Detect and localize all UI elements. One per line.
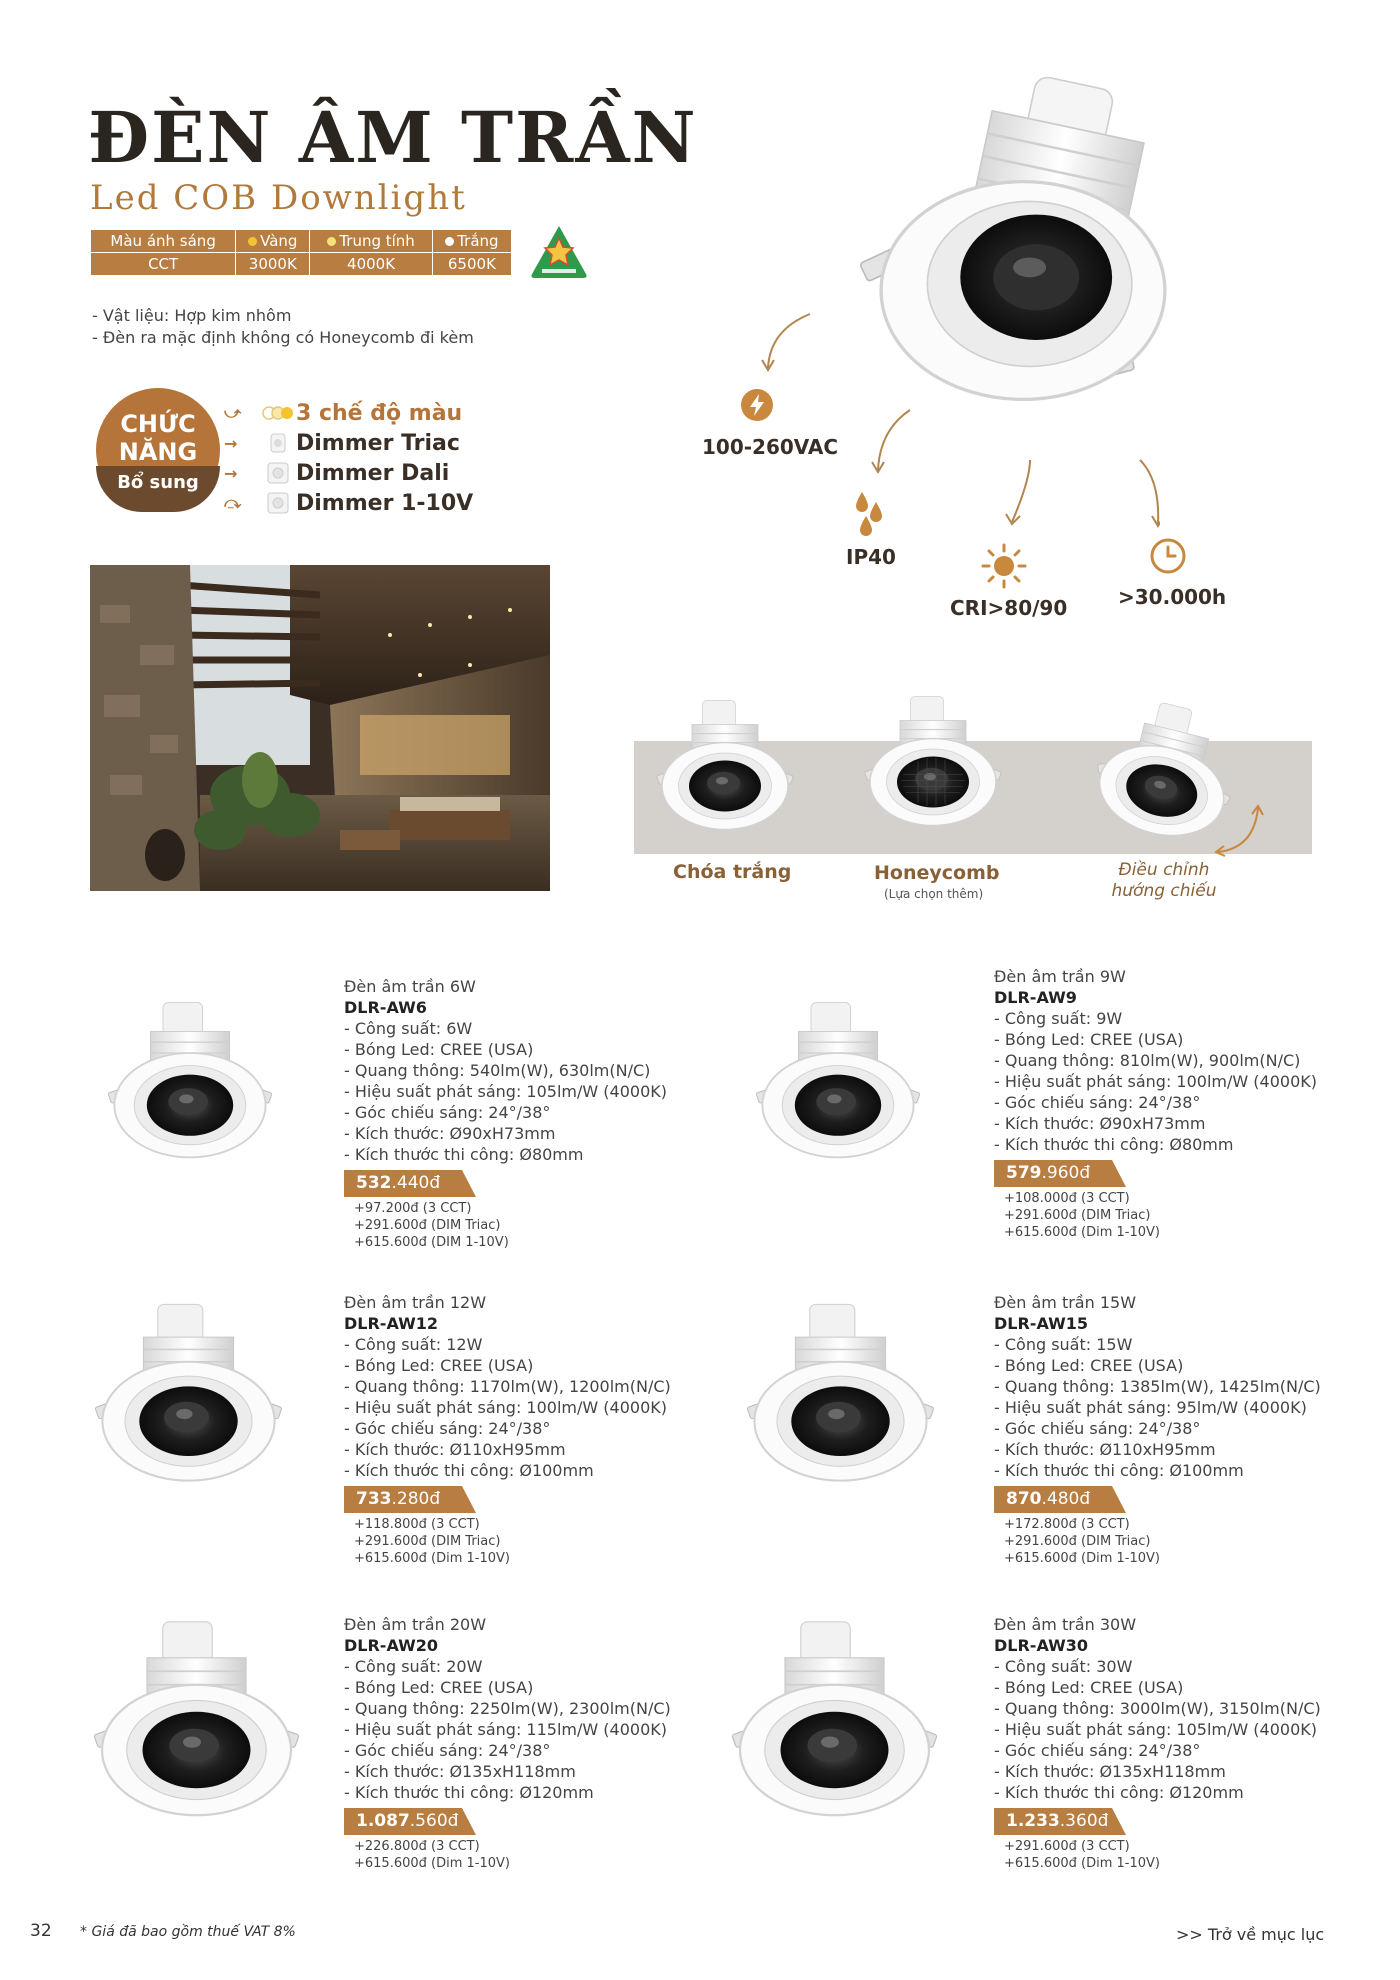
function-item-dali (224, 458, 473, 488)
spec-line: - Công suất: 20W (344, 1657, 483, 1676)
price-rest: .440đ (391, 1173, 441, 1193)
spec-line: - Công suất: 6W (344, 1019, 473, 1038)
price-tag (344, 1170, 476, 1197)
price-main: 1.233 (1006, 1811, 1060, 1831)
sun-icon (980, 542, 1028, 590)
spec-line: - Góc chiếu sáng: 24°/38° (344, 1419, 551, 1438)
product-aw6 (344, 976, 724, 1251)
addon-line: +615.600đ (Dim 1-10V) (1004, 1856, 1160, 1871)
price-rest: .360đ (1059, 1811, 1109, 1831)
spec-line: - Kích thước thi công: Ø100mm (994, 1461, 1244, 1480)
three-circles-icon (260, 405, 296, 421)
addon-line: +172.800đ (3 CCT) (1004, 1517, 1130, 1532)
addon-line: +291.600đ (DIM Triac) (354, 1218, 501, 1233)
dimmer-panel-icon (260, 492, 296, 514)
spec-line: - Công suất: 12W (344, 1335, 483, 1354)
spec-line: - Góc chiếu sáng: 24°/38° (994, 1741, 1201, 1760)
addon-line: +118.800đ (3 CCT) (354, 1517, 480, 1532)
spec-line: - Quang thông: 2250lm(W), 2300lm(N/C) (344, 1699, 671, 1718)
price-addons (354, 1838, 724, 1872)
product-name: Đèn âm trần 15W (994, 1293, 1137, 1312)
price-main: 532 (356, 1173, 392, 1193)
cct-warm: Vàng (236, 230, 310, 253)
price-rest: .560đ (409, 1811, 459, 1831)
price-addons (1004, 1190, 1374, 1241)
spec-line: - Quang thông: 540lm(W), 630lm(N/C) (344, 1061, 651, 1080)
product-image-aw12 (86, 1290, 291, 1495)
addon-line: +108.000đ (3 CCT) (1004, 1191, 1130, 1206)
addon-line: +615.600đ (DIM 1-10V) (354, 1235, 509, 1250)
spec-line: - Bóng Led: CREE (USA) (344, 1678, 534, 1697)
price-addons (1004, 1838, 1374, 1872)
arrow-icon: → (224, 433, 238, 453)
spec-line: - Kích thước thi công: Ø80mm (344, 1145, 584, 1164)
function-item-triac (224, 428, 473, 458)
addon-line: +291.600đ (DIM Triac) (354, 1534, 501, 1549)
spec-cri: CRI>80/90 (950, 596, 1068, 620)
cct-label: CCT (91, 253, 236, 276)
cct-6500: 6500K (432, 253, 511, 276)
price-rest: .280đ (391, 1489, 441, 1509)
functions-badge-subtitle: Bổ sung (117, 472, 199, 493)
note-honeycomb: - Đèn ra mặc định không có Honeycomb đi kèm (92, 328, 474, 347)
spec-line: - Góc chiếu sáng: 24°/38° (344, 1741, 551, 1760)
neutral-dot-icon (327, 237, 336, 246)
spec-line: - Hiệu suất phát sáng: 100lm/W (4000K) (994, 1072, 1317, 1091)
spec-line: - Bóng Led: CREE (USA) (994, 1678, 1184, 1697)
addon-line: +97.200đ (3 CCT) (354, 1201, 472, 1216)
product-code: DLR-AW15 (994, 1314, 1089, 1333)
spec-line: - Góc chiếu sáng: 24°/38° (344, 1103, 551, 1122)
page-title: ĐÈN ÂM TRẦN (88, 96, 698, 179)
price-tag (344, 1808, 476, 1835)
addon-line: +291.600đ (3 CCT) (1004, 1839, 1130, 1854)
product-name: Đèn âm trần 12W (344, 1293, 487, 1312)
notes (92, 305, 474, 349)
addon-line: +615.600đ (Dim 1-10V) (354, 1856, 510, 1871)
spec-line: - Kích thước: Ø90xH73mm (994, 1114, 1206, 1133)
interior-photo (90, 565, 550, 891)
spec-line: - Kích thước: Ø110xH95mm (994, 1440, 1216, 1459)
product-code: DLR-AW20 (344, 1636, 439, 1655)
price-tag (994, 1808, 1126, 1835)
clock-icon (1149, 537, 1187, 575)
product-aw9 (994, 966, 1374, 1241)
spec-line: - Bóng Led: CREE (USA) (344, 1356, 534, 1375)
water-drops-icon (852, 490, 886, 538)
arrow-icon: → (224, 463, 238, 483)
cct-table (90, 229, 512, 276)
spec-line: - Quang thông: 3000lm(W), 3150lm(N/C) (994, 1699, 1321, 1718)
variant-label-honeycomb: Honeycomb (874, 862, 1000, 884)
spec-line: - Kích thước: Ø135xH118mm (994, 1762, 1226, 1781)
variant-label-adjust: Điều chỉnh hướng chiếu (1111, 860, 1217, 901)
price-main: 733 (356, 1489, 392, 1509)
arrow-icon: ⤼ (224, 493, 242, 512)
price-addons (354, 1516, 724, 1567)
spec-line: - Kích thước: Ø110xH95mm (344, 1440, 566, 1459)
product-image-aw9 (748, 990, 928, 1170)
function-label: Dimmer Triac (296, 430, 460, 456)
spec-voltage: 100-260VAC (702, 435, 839, 459)
price-addons (354, 1200, 724, 1251)
addon-line: +615.600đ (Dim 1-10V) (1004, 1551, 1160, 1566)
spec-line: - Quang thông: 1385lm(W), 1425lm(N/C) (994, 1377, 1321, 1396)
addon-line: +226.800đ (3 CCT) (354, 1839, 480, 1854)
spec-line: - Công suất: 15W (994, 1335, 1133, 1354)
certification-badge-icon (528, 224, 590, 280)
product-aw15 (994, 1292, 1374, 1567)
spec-line: - Quang thông: 1170lm(W), 1200lm(N/C) (344, 1377, 671, 1396)
spec-line: - Kích thước: Ø90xH73mm (344, 1124, 556, 1143)
product-code: DLR-AW9 (994, 988, 1077, 1007)
spec-line: - Góc chiếu sáng: 24°/38° (994, 1093, 1201, 1112)
spec-line: - Bóng Led: CREE (USA) (994, 1030, 1184, 1049)
product-code: DLR-AW6 (344, 998, 427, 1017)
product-name: Đèn âm trần 30W (994, 1615, 1137, 1634)
spec-ip: IP40 (846, 545, 896, 569)
spec-line: - Kích thước thi công: Ø100mm (344, 1461, 594, 1480)
spec-line: - Hiệu suất phát sáng: 105lm/W (4000K) (344, 1082, 667, 1101)
function-item-3cct (224, 398, 473, 428)
price-tag (344, 1486, 476, 1513)
addon-line: +615.600đ (Dim 1-10V) (354, 1551, 510, 1566)
spec-line: - Góc chiếu sáng: 24°/38° (994, 1419, 1201, 1438)
price-tag (994, 1486, 1126, 1513)
price-main: 870 (1006, 1489, 1042, 1509)
white-dot-icon (445, 237, 454, 246)
variant-label-white: Chóa trắng (673, 861, 792, 883)
warm-dot-icon (248, 237, 257, 246)
variant-honeycomb-image (858, 676, 1008, 846)
cct-4000: 4000K (310, 253, 433, 276)
price-main: 1.087 (356, 1811, 410, 1831)
page-number: 32 (30, 1921, 52, 1941)
price-rest: .960đ (1041, 1163, 1091, 1183)
note-material: - Vật liệu: Hợp kim nhôm (92, 306, 292, 325)
spec-lifetime: >30.000h (1118, 585, 1227, 609)
addon-line: +291.600đ (DIM Triac) (1004, 1208, 1151, 1223)
product-aw12 (344, 1292, 724, 1567)
product-image-aw30 (722, 1606, 947, 1831)
vat-footnote: * Giá đã bao gồm thuế VAT 8% (80, 1924, 296, 1940)
product-name: Đèn âm trần 6W (344, 977, 476, 996)
price-tag (994, 1160, 1126, 1187)
spec-arrows (740, 310, 1160, 540)
spec-line: - Hiệu suất phát sáng: 100lm/W (4000K) (344, 1398, 667, 1417)
spec-line: - Kích thước thi công: Ø120mm (344, 1783, 594, 1802)
spec-line: - Bóng Led: CREE (USA) (344, 1040, 534, 1059)
spec-line: - Hiệu suất phát sáng: 95lm/W (4000K) (994, 1398, 1307, 1417)
spec-line: - Kích thước thi công: Ø120mm (994, 1783, 1244, 1802)
spec-line: - Kích thước thi công: Ø80mm (994, 1135, 1234, 1154)
product-code: DLR-AW30 (994, 1636, 1089, 1655)
product-image-aw15 (738, 1290, 943, 1495)
spec-line: - Hiệu suất phát sáng: 105lm/W (4000K) (994, 1720, 1317, 1739)
back-to-toc-link[interactable]: >> Trở về mục lục (1176, 1925, 1325, 1944)
product-aw30 (994, 1614, 1374, 1872)
product-name: Đèn âm trần 20W (344, 1615, 487, 1634)
function-item-1-10v (224, 488, 473, 518)
arrow-icon: ⤻ (224, 403, 242, 422)
function-label: Dimmer Dali (296, 460, 450, 486)
functions-badge-title: CHỨC NĂNG (118, 410, 198, 466)
product-name: Đèn âm trần 9W (994, 967, 1126, 986)
variant-white-reflector-image (650, 680, 800, 850)
spec-line: - Công suất: 30W (994, 1657, 1133, 1676)
product-image-aw20 (84, 1606, 309, 1831)
variant-note-honeycomb: (Lựa chọn thêm) (884, 887, 984, 901)
spec-line: - Bóng Led: CREE (USA) (994, 1356, 1184, 1375)
function-label: 3 chế độ màu (296, 400, 463, 426)
rotate-arrow-icon (1210, 800, 1270, 860)
cct-neutral: Trung tính (310, 230, 433, 253)
cct-header-label: Màu ánh sáng (91, 230, 236, 253)
dimmer-panel-icon (260, 462, 296, 484)
product-code: DLR-AW12 (344, 1314, 439, 1333)
cct-3000: 3000K (236, 253, 310, 276)
dimmer-knob-icon (260, 433, 296, 453)
spec-line: - Kích thước: Ø135xH118mm (344, 1762, 576, 1781)
function-label: Dimmer 1-10V (296, 490, 474, 516)
functions-list (224, 398, 473, 518)
spec-line: - Quang thông: 810lm(W), 900lm(N/C) (994, 1051, 1301, 1070)
addon-line: +615.600đ (Dim 1-10V) (1004, 1225, 1160, 1240)
spec-line: - Công suất: 9W (994, 1009, 1123, 1028)
product-aw20 (344, 1614, 724, 1872)
price-addons (1004, 1516, 1374, 1567)
cct-white: Trắng (432, 230, 511, 253)
spec-line: - Hiệu suất phát sáng: 115lm/W (4000K) (344, 1720, 667, 1739)
price-main: 579 (1006, 1163, 1042, 1183)
lightning-icon (740, 388, 774, 422)
addon-line: +291.600đ (DIM Triac) (1004, 1534, 1151, 1549)
price-rest: .480đ (1041, 1489, 1091, 1509)
product-image-aw6 (100, 990, 280, 1170)
functions-badge (96, 388, 220, 512)
page-subtitle: Led COB Downlight (90, 178, 467, 218)
